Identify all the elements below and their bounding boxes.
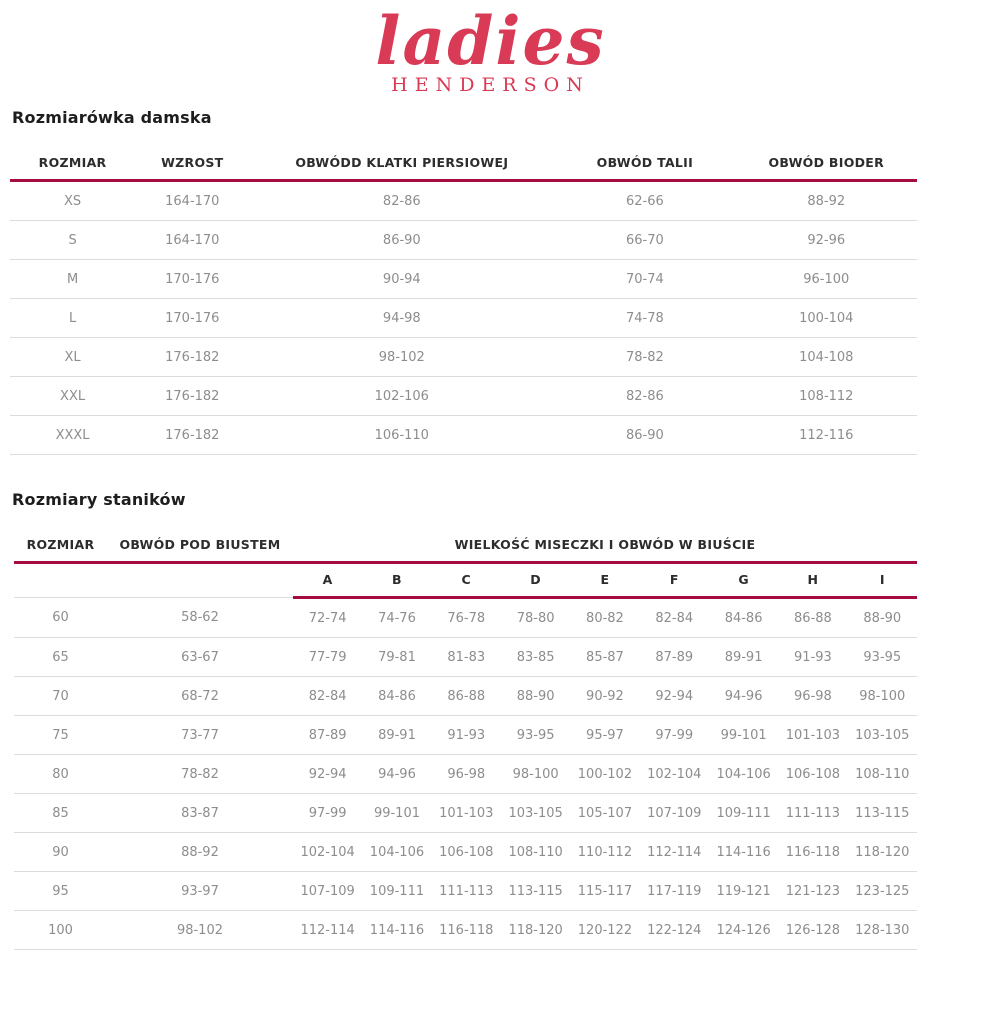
cup-cell: 93-95	[848, 638, 917, 677]
table-cell: 104-108	[736, 338, 917, 377]
column-header: WZROST	[135, 148, 249, 181]
cup-cell: 96-98	[432, 755, 501, 794]
cup-cell: 79-81	[362, 638, 431, 677]
cup-cell: 102-104	[293, 833, 362, 872]
table-cell: 82-86	[554, 377, 735, 416]
size-cell: 85	[14, 794, 107, 833]
cup-cell: 93-95	[501, 716, 570, 755]
table-cell: 176-182	[135, 416, 249, 455]
column-header-rozmiar: ROZMIAR	[14, 530, 107, 563]
table-cell: 170-176	[135, 299, 249, 338]
size-cell: 60	[14, 598, 107, 638]
cup-cell: 88-90	[848, 598, 917, 638]
cup-cell: 95-97	[570, 716, 639, 755]
cup-cell: 108-110	[501, 833, 570, 872]
cup-cell: 94-96	[362, 755, 431, 794]
women-size-table-header	[10, 148, 917, 181]
cup-cell: 115-117	[570, 872, 639, 911]
cup-cell: 106-108	[432, 833, 501, 872]
cup-cell: 104-106	[709, 755, 778, 794]
logo-brand-text: HENDERSON	[391, 74, 590, 96]
table-cell: XXXL	[10, 416, 135, 455]
size-cell: 65	[14, 638, 107, 677]
table-cell: 78-82	[554, 338, 735, 377]
cup-cell: 114-116	[362, 911, 431, 950]
column-header-cups-group: WIELKOŚĆ MISECZKI I OBWÓD W BIUŚCIE	[293, 530, 917, 563]
women-size-table	[10, 148, 917, 455]
cup-letter-header: D	[501, 563, 570, 598]
table-row	[14, 794, 917, 833]
table-cell: 70-74	[554, 260, 735, 299]
cup-cell: 99-101	[362, 794, 431, 833]
table-cell: 108-112	[736, 377, 917, 416]
cup-cell: 128-130	[848, 911, 917, 950]
table-row	[10, 299, 917, 338]
cup-letter-header: A	[293, 563, 362, 598]
size-cell: 100	[14, 911, 107, 950]
cup-cell: 89-91	[362, 716, 431, 755]
cup-cell: 87-89	[640, 638, 709, 677]
table-row	[14, 755, 917, 794]
underbust-cell: 68-72	[107, 677, 293, 716]
underbust-cell: 93-97	[107, 872, 293, 911]
cup-cell: 98-100	[501, 755, 570, 794]
table-row	[10, 260, 917, 299]
cup-cell: 120-122	[570, 911, 639, 950]
cup-cell: 107-109	[640, 794, 709, 833]
cup-cell: 101-103	[432, 794, 501, 833]
underbust-cell: 88-92	[107, 833, 293, 872]
cup-cell: 86-88	[432, 677, 501, 716]
underbust-cell: 63-67	[107, 638, 293, 677]
women-size-table-body	[10, 181, 917, 455]
table-cell: 106-110	[249, 416, 554, 455]
table-cell: 164-170	[135, 221, 249, 260]
cup-cell: 118-120	[501, 911, 570, 950]
cup-cell: 102-104	[640, 755, 709, 794]
table-row	[14, 638, 917, 677]
table-cell: S	[10, 221, 135, 260]
table-cell: 170-176	[135, 260, 249, 299]
cup-cell: 82-84	[293, 677, 362, 716]
table-cell: 82-86	[249, 181, 554, 221]
header-row	[10, 148, 917, 181]
bra-size-table-header	[14, 530, 917, 598]
cup-letter-header: G	[709, 563, 778, 598]
cup-cell: 103-105	[848, 716, 917, 755]
cup-cell: 110-112	[570, 833, 639, 872]
cup-cell: 123-125	[848, 872, 917, 911]
cup-cell: 112-114	[640, 833, 709, 872]
cup-cell: 100-102	[570, 755, 639, 794]
cup-cell: 113-115	[848, 794, 917, 833]
cup-cell: 83-85	[501, 638, 570, 677]
table-cell: 88-92	[736, 181, 917, 221]
cup-cell: 92-94	[293, 755, 362, 794]
table-row	[14, 716, 917, 755]
table-row	[10, 181, 917, 221]
cup-cell: 121-123	[778, 872, 847, 911]
table-cell: XS	[10, 181, 135, 221]
cup-cell: 84-86	[362, 677, 431, 716]
cup-cell: 126-128	[778, 911, 847, 950]
cup-cell: 98-100	[848, 677, 917, 716]
size-cell: 70	[14, 677, 107, 716]
cup-cell: 74-76	[362, 598, 431, 638]
cup-cell: 91-93	[778, 638, 847, 677]
bra-size-table-body	[14, 598, 917, 950]
cup-cell: 112-114	[293, 911, 362, 950]
table-cell: 62-66	[554, 181, 735, 221]
table-row	[14, 677, 917, 716]
table-cell: 112-116	[736, 416, 917, 455]
table-row	[14, 911, 917, 950]
table-cell: 96-100	[736, 260, 917, 299]
cup-cell: 88-90	[501, 677, 570, 716]
blank-header-cell	[14, 563, 107, 598]
table-cell: 176-182	[135, 377, 249, 416]
table-cell: M	[10, 260, 135, 299]
cup-cell: 117-119	[640, 872, 709, 911]
cup-cell: 122-124	[640, 911, 709, 950]
size-cell: 80	[14, 755, 107, 794]
cup-cell: 118-120	[848, 833, 917, 872]
cup-letter-header: B	[362, 563, 431, 598]
cup-cell: 81-83	[432, 638, 501, 677]
table-row	[10, 221, 917, 260]
column-header: OBWÓD BIODER	[736, 148, 917, 181]
table-cell: 90-94	[249, 260, 554, 299]
underbust-cell: 98-102	[107, 911, 293, 950]
cup-cell: 90-92	[570, 677, 639, 716]
cup-cell: 105-107	[570, 794, 639, 833]
table-cell: 100-104	[736, 299, 917, 338]
group-header-row	[14, 530, 917, 563]
table-cell: 176-182	[135, 338, 249, 377]
table-cell: 74-78	[554, 299, 735, 338]
column-header: OBWÓD TALII	[554, 148, 735, 181]
table-cell: 94-98	[249, 299, 554, 338]
table-row	[10, 338, 917, 377]
size-cell: 90	[14, 833, 107, 872]
cup-cell: 124-126	[709, 911, 778, 950]
cup-cell: 114-116	[709, 833, 778, 872]
column-header-underbust: OBWÓD POD BIUSTEM	[107, 530, 293, 563]
cup-cell: 101-103	[778, 716, 847, 755]
table-cell: 164-170	[135, 181, 249, 221]
underbust-cell: 78-82	[107, 755, 293, 794]
cup-cell: 113-115	[501, 872, 570, 911]
underbust-cell: 83-87	[107, 794, 293, 833]
cup-letter-header: F	[640, 563, 709, 598]
cup-cell: 91-93	[432, 716, 501, 755]
table-cell: 86-90	[554, 416, 735, 455]
table-cell: 92-96	[736, 221, 917, 260]
cup-cell: 109-111	[709, 794, 778, 833]
brand-logo	[0, 4, 981, 96]
table-cell: 98-102	[249, 338, 554, 377]
table-row	[14, 598, 917, 638]
table-row	[14, 872, 917, 911]
table-cell: 86-90	[249, 221, 554, 260]
column-header: OBWÓDD KLATKI PIERSIOWEJ	[249, 148, 554, 181]
cup-cell: 77-79	[293, 638, 362, 677]
cup-cell: 109-111	[362, 872, 431, 911]
blank-header-cell	[107, 563, 293, 598]
cup-cell: 116-118	[432, 911, 501, 950]
cup-cell: 96-98	[778, 677, 847, 716]
cup-cell: 108-110	[848, 755, 917, 794]
cup-cell: 119-121	[709, 872, 778, 911]
underbust-cell: 73-77	[107, 716, 293, 755]
cup-cell: 92-94	[640, 677, 709, 716]
cup-letter-header: H	[778, 563, 847, 598]
cup-letter-row	[14, 563, 917, 598]
underbust-cell: 58-62	[107, 598, 293, 638]
cup-cell: 111-113	[432, 872, 501, 911]
cup-cell: 97-99	[640, 716, 709, 755]
table-cell: 102-106	[249, 377, 554, 416]
size-cell: 75	[14, 716, 107, 755]
cup-cell: 76-78	[432, 598, 501, 638]
table-row	[10, 377, 917, 416]
cup-cell: 82-84	[640, 598, 709, 638]
table-cell: XXL	[10, 377, 135, 416]
cup-cell: 85-87	[570, 638, 639, 677]
size-cell: 95	[14, 872, 107, 911]
cup-cell: 87-89	[293, 716, 362, 755]
cup-cell: 106-108	[778, 755, 847, 794]
cup-cell: 86-88	[778, 598, 847, 638]
cup-cell: 104-106	[362, 833, 431, 872]
cup-cell: 84-86	[709, 598, 778, 638]
cup-cell: 99-101	[709, 716, 778, 755]
cup-cell: 116-118	[778, 833, 847, 872]
table-cell: 66-70	[554, 221, 735, 260]
cup-letter-header: E	[570, 563, 639, 598]
cup-cell: 103-105	[501, 794, 570, 833]
cup-letter-header: C	[432, 563, 501, 598]
cup-cell: 97-99	[293, 794, 362, 833]
logo-script-text: ladies	[375, 2, 606, 80]
cup-cell: 80-82	[570, 598, 639, 638]
table-cell: XL	[10, 338, 135, 377]
cup-cell: 89-91	[709, 638, 778, 677]
cup-cell: 107-109	[293, 872, 362, 911]
cup-letter-header: I	[848, 563, 917, 598]
table-cell: L	[10, 299, 135, 338]
section-title-women-sizes: Rozmiarówka damska	[12, 108, 212, 127]
cup-cell: 78-80	[501, 598, 570, 638]
section-title-bra-sizes: Rozmiary staników	[12, 490, 186, 509]
cup-cell: 111-113	[778, 794, 847, 833]
cup-cell: 72-74	[293, 598, 362, 638]
cup-cell: 94-96	[709, 677, 778, 716]
table-row	[10, 416, 917, 455]
column-header: ROZMIAR	[10, 148, 135, 181]
table-row	[14, 833, 917, 872]
bra-size-table	[14, 530, 917, 950]
